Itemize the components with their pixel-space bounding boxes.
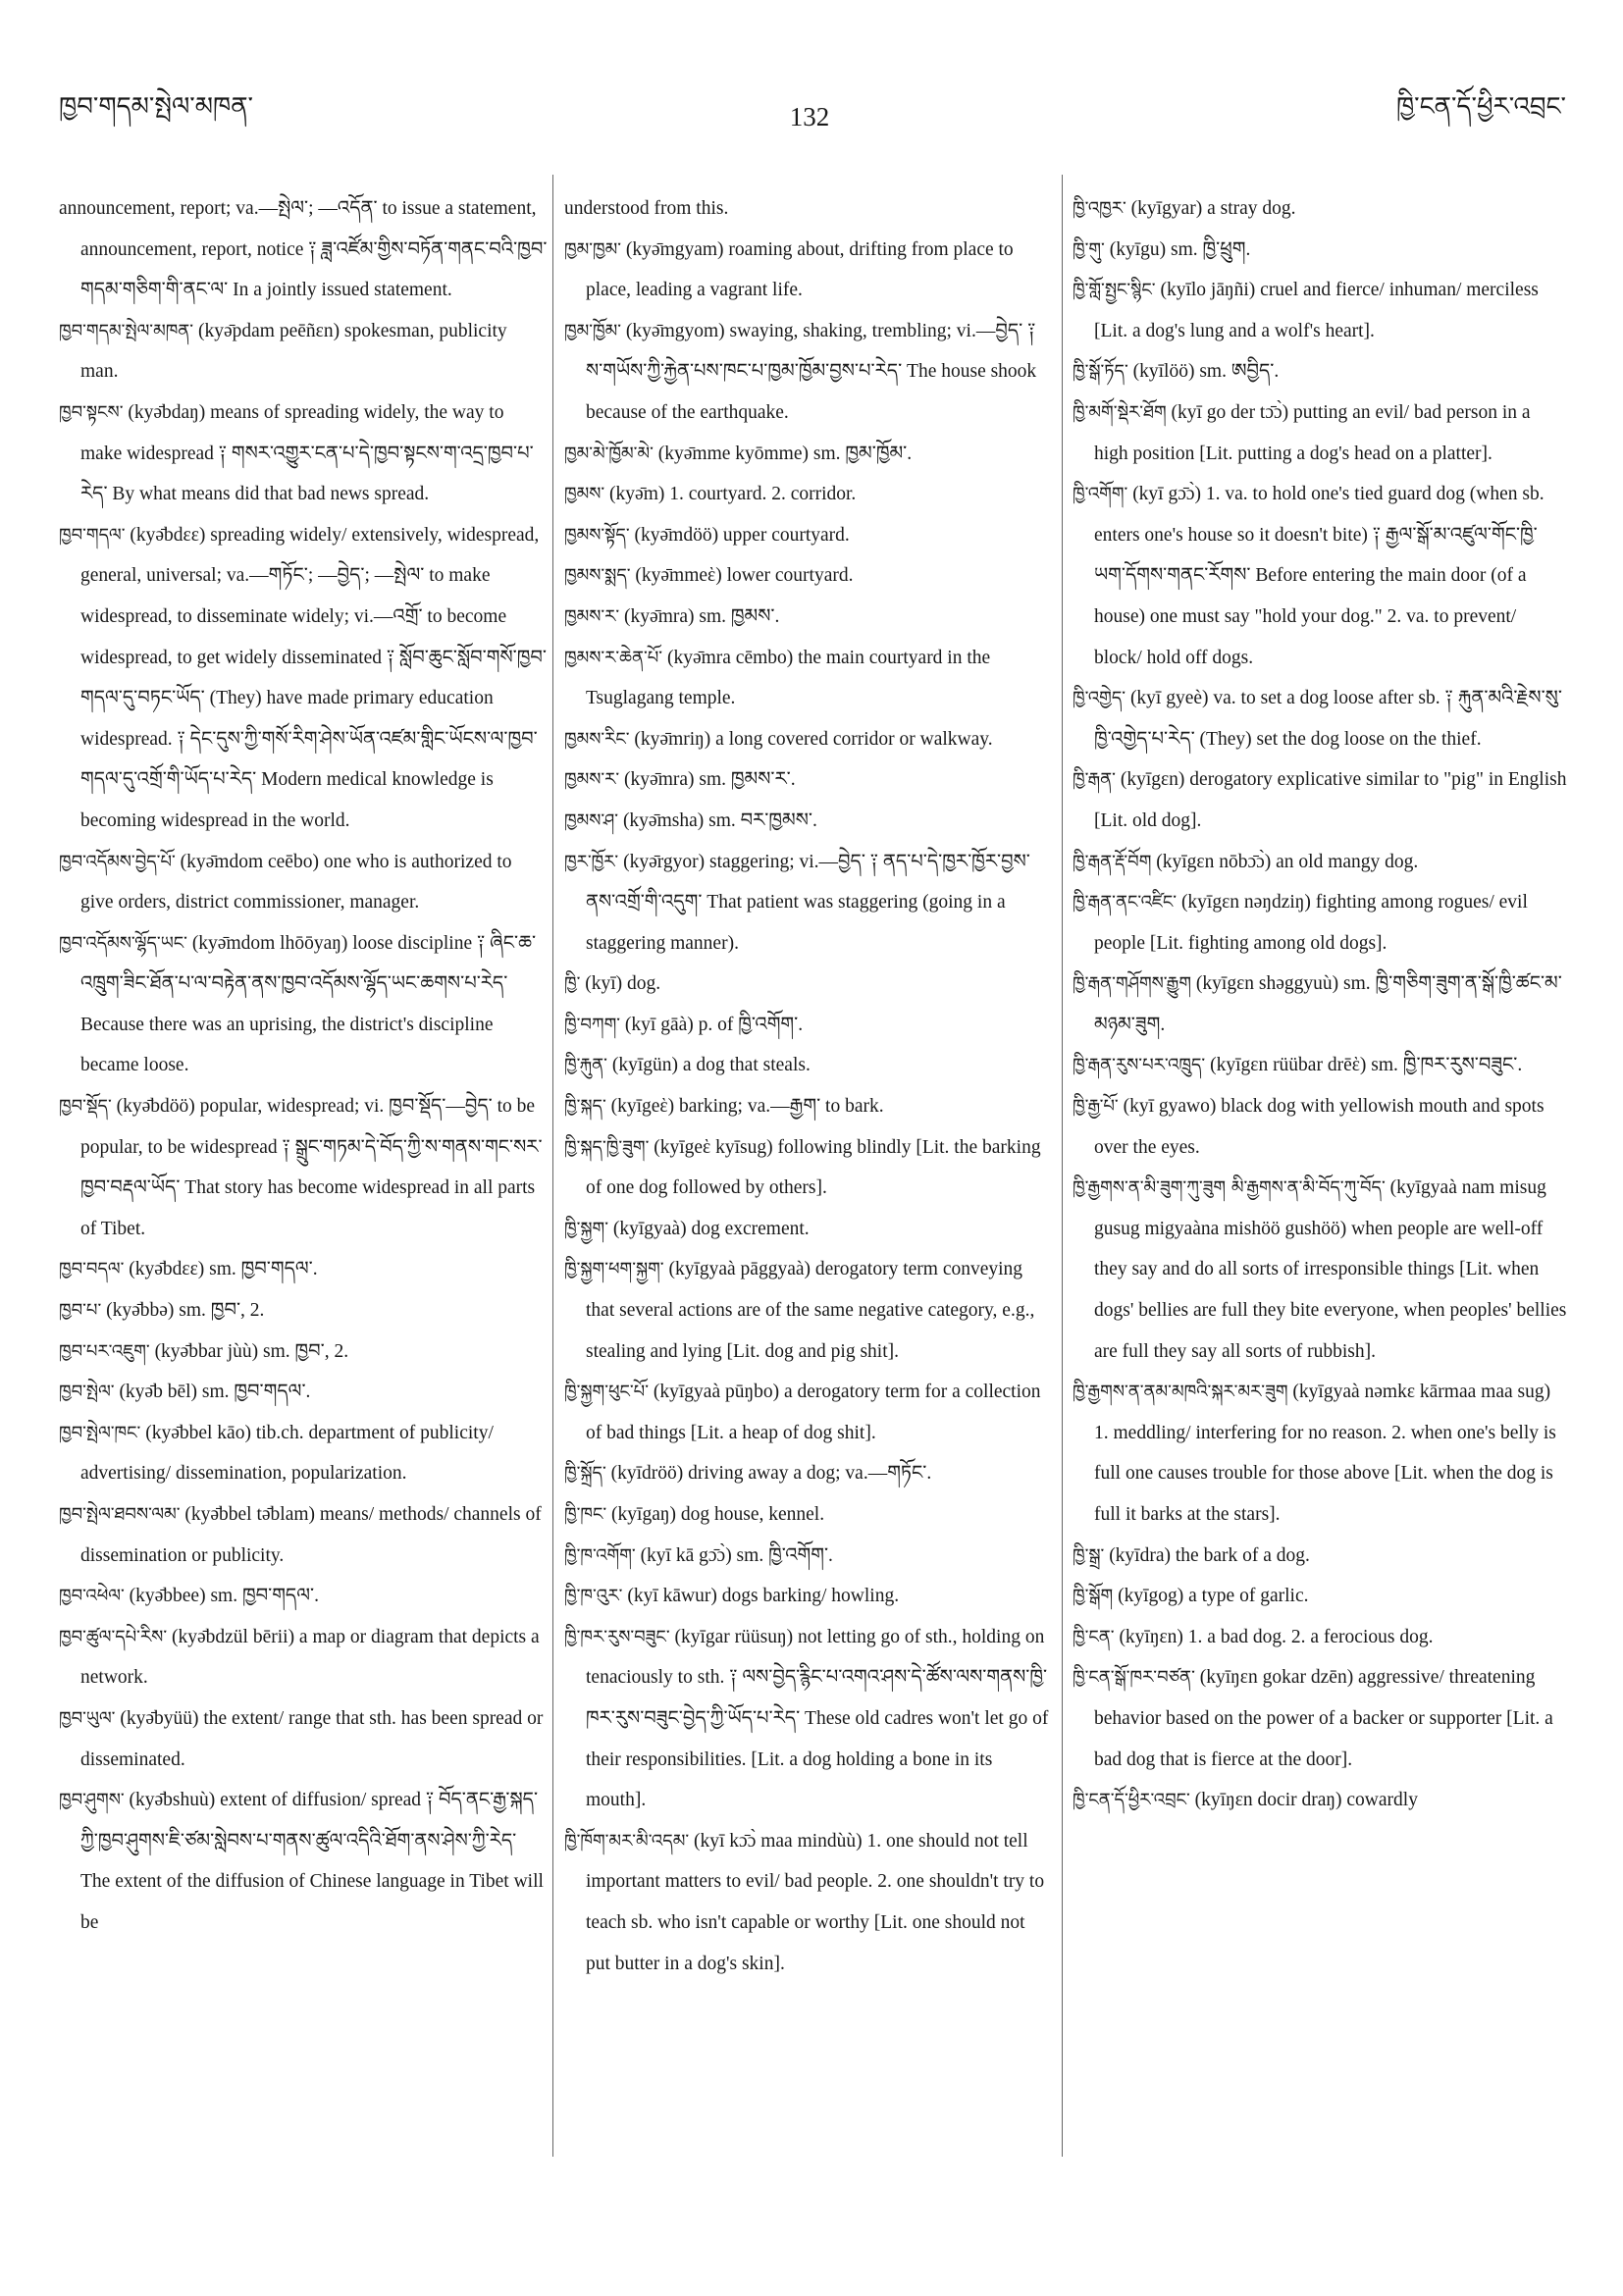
entry-definition: (kyīlo jāŋñi) cruel and fierce/ inhuman/ merciless [Lit. a dog's lung and a wolf's heart].	[1094, 280, 1539, 341]
entry-headword: ཁྱི་འགྱེད་	[1073, 688, 1126, 709]
dictionary-entry	[1073, 842, 1568, 883]
entry-definition: (kyīgyaà) dog excrement.	[612, 1218, 810, 1239]
entry-headword: ཁྱི་ཁར་རུས་བཟུང་	[564, 1626, 670, 1647]
entry-definition: (kyǝ̄b bēl) sm. ཁྱབ་གདལ་.	[119, 1382, 311, 1403]
entry-headword: ཁྱི་སྐད་	[564, 1096, 606, 1118]
running-head-right: ཁྱི་ངན་དོ་ཕྱིར་འབྲང་	[1395, 92, 1566, 121]
entry-definition: (kyǝ̄mmeὲ) lower courtyard.	[635, 565, 854, 587]
entry-definition: (kyī kā gɔ̄ɔ̀) sm. ཁྱི་འགོག་.	[640, 1544, 833, 1566]
dictionary-entry	[564, 801, 1053, 842]
dictionary-entry	[564, 1127, 1053, 1209]
entry-definition: (kyǝ̄mriŋ) a long covered corridor or walkway.	[634, 728, 993, 750]
entry-headword: ཁྱམས་ར་ཆེན་པོ་	[564, 647, 663, 668]
dictionary-entry	[59, 188, 548, 311]
entry-definition: (kyīgyaà nam misug gusug migyaàna mishöö gushöö) when people are well-off they say and do all sorts of irresponsible things [Lit. when dogs' bellies are full they bite everyone, when peoples' bellies are full they say all sorts of rubbish].	[1094, 1177, 1567, 1362]
entry-definition: (kyǝ̄msha) sm. བར་ཁྱམས་.	[622, 809, 817, 831]
entry-headword: ཁྱི་སྐད་ཁྱི་ཟུག་	[564, 1136, 650, 1158]
dictionary-entry	[564, 1617, 1053, 1821]
dictionary-entry	[564, 759, 1053, 801]
dictionary-entry	[564, 1086, 1053, 1127]
dictionary-entry	[59, 1413, 548, 1494]
dictionary-entry	[564, 1209, 1053, 1250]
dictionary-entry	[59, 1331, 548, 1373]
entry-definition: (kyīgεn nōbɔ̄ɔ̀) an old mangy dog.	[1156, 851, 1419, 872]
entry-headword: ཁྱི་རྐུན་	[564, 1055, 607, 1076]
entry-definition: (kyǝ̄rgyor) staggering; vi.—བྱེད་ ༑ ནད་པ་དེ་ཁྱར་ཁྱོར་བྱས་ནས་འགྲོ་གི་འདུག་ That patient was staggering (going in a staggering manner).	[586, 851, 1030, 954]
entry-definition: (kyīgεn shǝggyuù) sm. ཁྱི་གཅིག་ཟུག་ན་སྒོ་ཁྱི་ཚང་མ་མཉམ་ཟུག.	[1094, 973, 1562, 1035]
entry-headword: ཁྱམ་ཁྱོམ་	[564, 320, 622, 341]
entry-headword: ཁྱི་ངན་དོ་ཕྱིར་འབྲང་	[1073, 1790, 1190, 1811]
entry-headword: ཁྱམས་ཤ་	[564, 809, 619, 831]
dictionary-entry	[59, 515, 548, 842]
dictionary-entry	[59, 1617, 548, 1698]
entry-headword: ཁྱབ་སྤེལ་	[59, 1382, 115, 1403]
dictionary-entry	[564, 842, 1053, 965]
dictionary-entry	[1073, 392, 1568, 474]
dictionary-entry	[59, 1576, 548, 1617]
entry-headword: ཁྱི་སྒོ་ཏོད་	[1073, 361, 1128, 383]
running-head-left: ཁྱབ་གདམ་སྤེལ་མཁན་	[59, 92, 254, 121]
column-1	[59, 188, 548, 1944]
dictionary-entry	[564, 474, 1053, 515]
dictionary-entry	[564, 188, 1053, 230]
dictionary-entry	[1073, 1576, 1568, 1617]
entry-headword: ཁྱབ་འདོམས་བྱེད་པོ་	[59, 851, 176, 872]
entry-definition: (kyǝ̄byüü) the extent/ range that sth. has been spread or disseminated.	[80, 1707, 544, 1770]
dictionary-entry	[59, 1698, 548, 1780]
column-divider	[1062, 175, 1063, 2157]
entry-definition: (kyī gāà) p. of ཁྱི་འགོག་.	[624, 1014, 804, 1035]
dictionary-entry	[59, 1249, 548, 1290]
entry-headword: ཁྱབ་སྟངས་	[59, 401, 124, 423]
entry-headword: ཁྱི་རྒྱ་པོ་	[1073, 1096, 1119, 1118]
entry-definition: (kyīgu) sm. ཁྱི་ཕྲུག.	[1109, 238, 1251, 260]
entry-definition: (kyǝ̄mra cēmbo) the main courtyard in the Tsuglagang temple.	[586, 647, 991, 709]
entry-headword: ཁྱབ་པ་	[59, 1300, 102, 1322]
entry-definition: (kyīŋεn) 1. a bad dog. 2. a ferocious dog.	[1119, 1626, 1434, 1647]
entry-headword: ཁྱབ་གདལ་	[59, 524, 126, 546]
entry-definition: (kyīgεn) derogatory explicative similar to "pig" in English [Lit. old dog].	[1094, 769, 1567, 831]
entry-definition: (kyǝ̄bdεε) sm. ཁྱབ་གདལ་.	[129, 1259, 318, 1280]
entry-definition: (kyīgyaà nǝmkε kārmaa maa sug) 1. meddling/ interfering for no reason. 2. when one's belly is full one causes trouble for those above [Lit. when the dog is full it barks at the stars].	[1094, 1382, 1556, 1525]
column-2	[564, 188, 1053, 1984]
dictionary-entry	[1073, 1168, 1568, 1372]
entry-headword: ཁྱབ་གདམ་སྤེལ་མཁན་	[59, 320, 194, 341]
dictionary-entry	[59, 1494, 548, 1576]
dictionary-entry	[564, 1372, 1053, 1453]
dictionary-entry	[564, 1494, 1053, 1536]
entry-definition: (kyǝ̄mme kyōmme) sm. ཁྱམ་ཁྱོམ་.	[657, 443, 913, 464]
dictionary-entry	[564, 1045, 1053, 1086]
entry-definition: (kyǝ̄m) 1. courtyard. 2. corridor.	[609, 484, 857, 505]
entry-headword: ཁྱི་འགོག་	[1073, 484, 1128, 505]
entry-headword: ཁྱི་ངན་	[1073, 1626, 1115, 1647]
entry-headword: ཁྱབ་ཚུལ་དཔེ་རིས་	[59, 1626, 168, 1647]
entry-definition: understood from this.	[564, 198, 729, 219]
entry-headword: ཁྱི་སྐྲོད་	[564, 1463, 606, 1485]
entry-headword: ཁྱི་རྒན་རྡོ་བོག	[1073, 851, 1152, 872]
entry-headword: ཁྱི་	[564, 973, 581, 995]
entry-definition: (kyī kɔ̄ɔ̀ maa mindùù) 1. one should not tell important matters to evil/ bad people. 2. one shouldn't try to teach sb. who isn't capable or worthy [Lit. one should not put butter in a dog's skin].	[586, 1830, 1045, 1974]
entry-headword: ཁྱི་རྒན་	[1073, 769, 1116, 791]
dictionary-entry	[1073, 1045, 1568, 1086]
entry-headword: ཁྱབ་བདལ་	[59, 1259, 125, 1280]
dictionary-entry	[1073, 188, 1568, 230]
entry-headword: ཁྱམས་རིང་	[564, 728, 630, 750]
dictionary-entry	[1073, 882, 1568, 964]
entry-definition: (kyīdra) the bark of a dog.	[1109, 1544, 1310, 1566]
entry-headword: ཁྱི་སྐྱག་ཕུང་པོ་	[564, 1382, 650, 1403]
dictionary-entry	[564, 515, 1053, 556]
entry-headword: ཁྱི་སྐྱག་ཕག་སྐྱག་	[564, 1259, 664, 1280]
entry-headword: ཁྱི་གུ་	[1073, 238, 1105, 260]
entry-definition: (kyǝ̄bdöö) popular, widespread; vi. ཁྱབ་སྡོད་—བྱེད་ to be popular, to be widespread ༑ སྒྲུང་གཏམ་དེ་བོད་ཀྱི་ས་གནས་གང་སར་ཁྱབ་བརྡལ་ཡོད་ That story has become widespread in all parts of Tibet.	[80, 1096, 543, 1239]
entry-definition: (kyīgar rüüsuŋ) not letting go of sth., holding on tenaciously to sth. ༑ ལས་བྱེད་རྙིང་པ་འགའ་ཤས་དེ་ཚོས་ལས་གནས་ཁྱི་ཁར་རུས་བཟུང་བྱེད་ཀྱི་ཡོད་པ་རེད་ These old cadres won't let go of their responsibilities. [Lit. a dog holding a bone in its mouth].	[586, 1626, 1049, 1811]
dictionary-entry	[1073, 1780, 1568, 1821]
dictionary-entry	[1073, 270, 1568, 351]
dictionary-entry	[564, 311, 1053, 434]
entry-definition: (kyǝ̄bbee) sm. ཁྱབ་གདལ་.	[129, 1586, 319, 1607]
entry-definition: (kyīgyaà pūŋbo) a derogatory term for a collection of bad things [Lit. a heap of dog shit].	[586, 1382, 1041, 1443]
entry-definition: announcement, report; va.—སྤེལ་; —འདོན་ to issue a statement, announcement, report, notice ༑ ཟླ་འཛོམ་གྱིས་བཏོན་གནང་བའི་ཁྱབ་གདམ་གཅིག་གི་ནང་ལ་ In a jointly issued statement.	[59, 198, 548, 301]
column-3	[1073, 188, 1568, 1821]
dictionary-entry	[59, 1290, 548, 1331]
entry-definition: (kyǝ̄bdaŋ) means of spreading widely, the way to make widespread ༑ གསར་འགྱུར་ངན་པ་དེ་ཁྱབ་སྟངས་ག་འདྲ་ཁྱབ་པ་རེད་ By what means did that bad news spread.	[80, 401, 534, 505]
entry-headword: ཁྱི་རྒན་རུས་པར་འཁྲུད་	[1073, 1055, 1206, 1076]
entry-definition: (kyǝ̄mgyam) roaming about, drifting from place to place, leading a vagrant life.	[586, 238, 1014, 301]
entry-headword: ཁྱི་མགོ་སྡེར་ཐོག	[1073, 401, 1167, 423]
entry-headword: ཁྱི་ངན་སྒོ་ཁར་བཙན་	[1073, 1667, 1195, 1689]
entry-definition: (kyī go der tɔ̄ɔ̀) putting an evil/ bad person in a high position [Lit. putting a dog's head on a platter].	[1094, 401, 1531, 464]
entry-headword: ཁྱི་སྒོག	[1073, 1586, 1114, 1607]
entry-headword: ཁྱབ་སྤེལ་ཁང་	[59, 1422, 141, 1443]
entry-definition: (kyīgεn rüübar drēὲ) sm. ཁྱི་ཁར་རུས་བཟུང་.	[1210, 1055, 1523, 1076]
entry-headword: ཁྱི་བཀག་	[564, 1014, 621, 1035]
entry-headword: ཁྱར་ཁྱོར་	[564, 851, 619, 872]
entry-headword: ཁྱབ་སྤེལ་ཐབས་ལམ་	[59, 1504, 181, 1525]
entry-headword: ཁྱི་སྐྱག་	[564, 1218, 608, 1239]
dictionary-entry	[1073, 1657, 1568, 1780]
entry-definition: (kyǝ̄bbel tǝ̄blam) means/ methods/ channels of dissemination or publicity.	[80, 1504, 542, 1566]
entry-headword: ཁྱམས་ར་	[564, 605, 620, 627]
dictionary-entry	[1073, 1536, 1568, 1577]
dictionary-entry	[564, 964, 1053, 1005]
entry-definition: (kyīgyar) a stray dog.	[1130, 198, 1296, 219]
dictionary-entry	[564, 638, 1053, 719]
entry-definition: (kyīgyaà pāggyaà) derogatory term conveying that several actions are of the same negative category, e.g., stealing and lying [Lit. dog and pig shit].	[586, 1259, 1035, 1362]
entry-definition: (kyīgeὲ kyīsug) following blindly [Lit. the barking of one dog followed by others].	[586, 1136, 1041, 1199]
dictionary-entry	[564, 434, 1053, 475]
entry-headword: ཁྱབ་པར་འཇུག་	[59, 1340, 150, 1362]
entry-definition: (kyīŋεn gokar dzēn) aggressive/ threatening behavior based on the power of a backer or supporter [Lit. a bad dog that is fierce at the door].	[1094, 1667, 1553, 1770]
dictionary-entry	[564, 719, 1053, 760]
entry-definition: (kyīlöö) sm. ཨབྱིད་.	[1132, 361, 1280, 383]
dictionary-entry	[564, 1536, 1053, 1577]
entry-definition: (kyīgeὲ) barking; va.—རྒྱག་ to bark.	[610, 1096, 884, 1118]
entry-definition: (kyī gyawo) black dog with yellowish mouth and spots over the eyes.	[1094, 1096, 1544, 1158]
dictionary-entry	[1073, 230, 1568, 271]
entry-headword: ཁྱི་རྒན་ནང་འཛིང་	[1073, 892, 1178, 913]
dictionary-entry	[564, 230, 1053, 311]
entry-headword: ཁྱམ་ཁྱམ་	[564, 238, 622, 260]
entry-headword: ཁྱི་རྒྱགས་ན་ནམ་མཁའི་སྐར་མར་ཟུག	[1073, 1382, 1288, 1403]
entry-headword: ཁྱི་ཁོག་མར་མི་འདམ་	[564, 1830, 690, 1852]
dictionary-entry	[1073, 474, 1568, 678]
dictionary-entry	[1073, 678, 1568, 759]
dictionary-entry	[564, 1576, 1053, 1617]
entry-definition: (kyīdröö) driving away a dog; va.—གཏོང་.	[610, 1463, 932, 1485]
entry-definition: (kyǝ̄bbǝ) sm. ཁྱབ་, 2.	[106, 1300, 265, 1322]
page-number: 132	[789, 102, 830, 131]
entry-definition: (kyǝ̄mdom ceēbo) one who is authorized to give orders, district commissioner, manager.	[80, 851, 512, 913]
dictionary-entry	[1073, 964, 1568, 1045]
entry-definition: (kyīgün) a dog that steals.	[611, 1055, 811, 1076]
dictionary-entry	[564, 1821, 1053, 1984]
dictionary-entry	[564, 555, 1053, 597]
dictionary-entry	[59, 923, 548, 1086]
dictionary-entry	[59, 842, 548, 923]
dictionary-entry	[59, 392, 548, 515]
dictionary-entry	[1073, 1617, 1568, 1658]
dictionary-entry	[564, 1005, 1053, 1046]
dictionary-entry	[1073, 759, 1568, 841]
entry-headword: ཁྱི་ཁ་འུར་	[564, 1586, 623, 1607]
entry-headword: ཁྱབ་ཤུགས་	[59, 1790, 125, 1811]
entry-headword: ཁྱི་རྒྱགས་ན་མི་ཟུག་ཀུ་ཟུག མི་རྒྱགས་ན་མི་བོད་ཀུ་བོད་	[1073, 1177, 1386, 1199]
entry-headword: ཁྱི་རྒན་གཤོགས་རྒྱུག	[1073, 973, 1192, 995]
entry-definition: (kyī) dog.	[585, 973, 661, 995]
entry-headword: ཁྱབ་སྡོད་	[59, 1096, 112, 1118]
dictionary-entry	[564, 1249, 1053, 1372]
entry-definition: (kyǝ̄bshuù) extent of diffusion/ spread ༑ བོད་ནང་རྒྱ་སྐད་ཀྱི་ཁྱབ་ཤུགས་ཇི་ཙམ་སླེབས་པ་གནས་ཚུལ་འདིའི་ཐོག་ནས་ཤེས་ཀྱི་རེད་ The extent of the diffusion of Chinese language in Tibet will be	[80, 1790, 544, 1933]
entry-headword: ཁྱབ་འཕེལ་	[59, 1586, 125, 1607]
entry-headword: ཁྱི་སྒྲ་	[1073, 1544, 1105, 1566]
entry-headword: ཁྱི་འཁྱར་	[1073, 198, 1126, 219]
entry-definition: (kyǝ̄bbar jùù) sm. ཁྱབ་, 2.	[154, 1340, 349, 1362]
dictionary-entry	[1073, 1086, 1568, 1168]
dictionary-entry	[59, 1086, 548, 1249]
entry-definition: (kyī gyeè) va. to set a dog loose after sb. ༑ རྐུན་མའི་རྗེས་སུ་ཁྱི་འགྱེད་པ་རེད་ (They) set the dog loose on the thief.	[1094, 688, 1562, 750]
column-divider	[552, 175, 553, 2157]
entry-headword: ཁྱི་གློ་སྤྱང་སྙིང་	[1073, 280, 1156, 301]
dictionary-entry	[59, 311, 548, 392]
entry-definition: (kyǝ̄mra) sm. ཁྱམས་ར་.	[624, 769, 796, 791]
entry-definition: (kyīgaŋ) dog house, kennel.	[611, 1504, 825, 1525]
entry-headword: ཁྱམས་ར་	[564, 769, 620, 791]
dictionary-entry	[564, 597, 1053, 638]
entry-definition: (kyǝ̄mdöö) upper courtyard.	[634, 524, 850, 546]
entry-headword: ཁྱམས་	[564, 484, 605, 505]
entry-headword: ཁྱི་ཁང་	[564, 1504, 607, 1525]
entry-definition: (kyīgog) a type of garlic.	[1118, 1586, 1309, 1607]
entry-definition: (kyǝ̄mgyom) swaying, shaking, trembling; vi.—བྱེད་ ༑ ས་གཡོས་ཀྱི་རྐྱེན་པས་ཁང་པ་ཁྱམ་ཁྱོམ་བྱས་པ་རེད་ The house shook because of the earthquake.	[586, 320, 1037, 423]
entry-definition: (kyǝ̄bdzül bērii) a map or diagram that depicts a network.	[80, 1626, 540, 1689]
entry-definition: (kyǝ̄bbel kāo) tib.ch. department of publicity/ advertising/ dissemination, popularization.	[80, 1422, 494, 1485]
dictionary-entry	[1073, 351, 1568, 392]
entry-headword: ཁྱབ་ཡུལ་	[59, 1707, 116, 1729]
entry-definition: (kyīgεn nǝŋdziŋ) fighting among rogues/ evil people [Lit. fighting among old dogs].	[1094, 892, 1528, 954]
entry-definition: (kyǝ̄pdam peēñεn) spokesman, publicity man.	[80, 320, 507, 383]
entry-headword: ཁྱི་ཁ་འགོག་	[564, 1544, 636, 1566]
entry-headword: ཁྱམ་མེ་ཁྱོམ་མེ་	[564, 443, 654, 464]
entry-definition: (kyī kāwur) dogs barking/ howling.	[627, 1586, 900, 1607]
entry-definition: (kyīŋεn docir draŋ) cowardly	[1194, 1790, 1418, 1811]
entry-headword: ཁྱབ་འདོམས་ལྷོད་ཡང་	[59, 932, 187, 954]
dictionary-entry	[59, 1372, 548, 1413]
dictionary-entry	[564, 1453, 1053, 1494]
entry-definition: (kyǝ̄bdεε) spreading widely/ extensively, widespread, general, universal; va.—གཏོང་; —བྱེད་; —སྤེལ་ to make widespread, to disseminate widely; vi.—འགྲོ་ to become widespread, to get widely disseminated ༑ སློབ་ཆུང་སློབ་གསོ་ཁྱབ་གདལ་དུ་བཏང་ཡོད་ (They) have made primary education widespread. ༑ དེང་དུས་ཀྱི་གསོ་རིག་ཤེས་ཡོན་འཛམ་གླིང་ཡོངས་ལ་ཁྱབ་གདལ་དུ་འགྲོ་གི་ཡོད་པ་རེད་ Modern medical knowledge is becoming widespread in the world.	[80, 524, 548, 831]
dictionary-entry	[1073, 1372, 1568, 1535]
entry-headword: ཁྱམས་སྟོད་	[564, 524, 630, 546]
entry-definition: (kyǝ̄mra) sm. ཁྱམས་.	[624, 605, 780, 627]
entry-definition: (kyī gɔ̄ɔ̀) 1. va. to hold one's tied guard dog (when sb. enters one's house so it doesn't bite) ༑ རྒྱལ་སྒོ་མ་འཛུལ་གོང་ཁྱི་ཡག་དོགས་གནང་རོགས་ Before entering the main door (of a house) one must say "hold your dog." 2. va. to prevent/ block/ hold off dogs.	[1094, 484, 1544, 668]
entry-headword: ཁྱམས་སྨད་	[564, 565, 631, 587]
entry-definition: (kyǝ̄mdom lhōōyaŋ) loose discipline ༑ ཞིང་ཆ་འཁྲུག་ཟིང་ཐོན་པ་ལ་བརྟེན་ནས་ཁྱབ་འདོམས་ལྷོད་ཡང་ཆགས་པ་རེད་ Because there was an uprising, the district's discipline became loose.	[80, 932, 537, 1076]
dictionary-entry	[59, 1780, 548, 1943]
